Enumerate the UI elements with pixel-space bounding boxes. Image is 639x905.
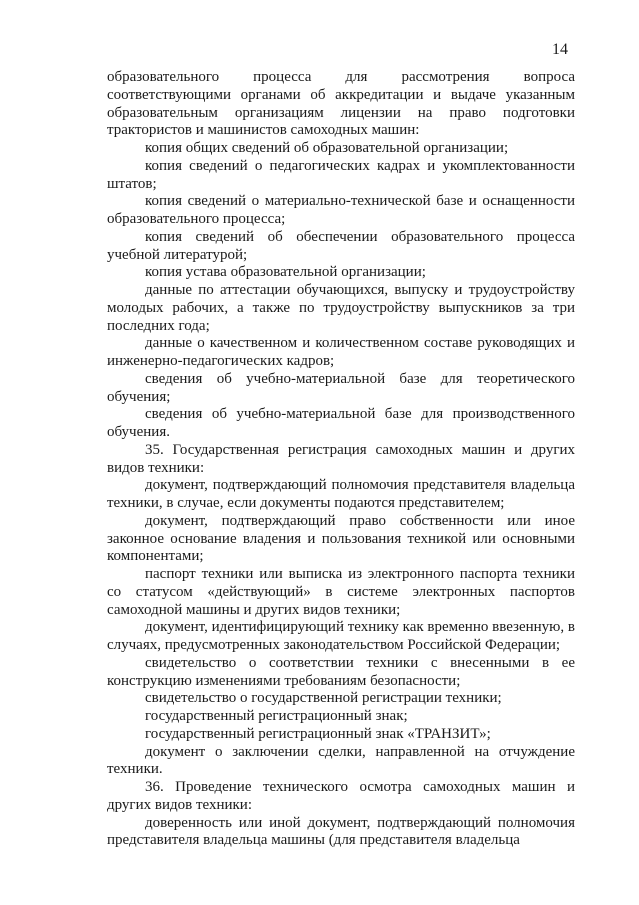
list-item: паспорт техники или выписка из электронного паспорта техники со статусом «действующий» в системе электронных паспортов самоходной машины и других видов техники;: [107, 566, 575, 618]
list-item: копия общих сведений об образовательной организации;: [145, 140, 509, 156]
list-item: сведения об учебно-материальной базе для производственного обучения.: [107, 406, 575, 440]
section-heading-35: 35. Государственная регистрация самоходных машин и других видов техники:: [107, 441, 575, 476]
list-item: документ о заключении сделки, направленной на отчуждение техники.: [107, 743, 575, 778]
page-number: 14: [552, 41, 568, 58]
list-item: сведения об учебно-материальной базе для теоретического обучения;: [107, 370, 575, 405]
list-item: документ, подтверждающий полномочия представителя владельца техники, в случае, если документы подаются представителем;: [107, 477, 575, 511]
list-item: документ, идентифицирующий технику как временно ввезенную, в случаях, предусмотренных законодательством Российской Федерации;: [107, 619, 575, 653]
list-item: доверенность или иной документ, подтверждающий полномочия представителя владельца машины (для представителя владельца: [107, 814, 575, 849]
document-body: [107, 69, 575, 850]
list-item: свидетельство о соответствии техники с внесенными в ее конструкцию изменениями требованиям безопасности;: [107, 654, 575, 689]
list-item: копия устава образовательной организации;: [145, 264, 426, 281]
list-item: данные о качественном и количественном составе руководящих и инженерно-педагогических кадров;: [107, 335, 575, 369]
list-item: копия сведений об обеспечении образовательного процесса учебной литературой;: [107, 228, 575, 263]
list-item: документ, подтверждающий право собственности или иное законное основание владения и пользования техникой или основными компонентами;: [107, 512, 575, 565]
list-item: государственный регистрационный знак «ТРАНЗИТ»;: [145, 725, 491, 742]
list-item: копия сведений о педагогических кадрах и укомплектованности штатов;: [107, 157, 575, 192]
list-item: государственный регистрационный знак;: [145, 708, 408, 724]
list-item: копия сведений о материально-технической базе и оснащенности образовательного процесса;: [107, 193, 575, 227]
list-item: свидетельство о государственной регистрации техники;: [145, 690, 502, 707]
section-heading-36: 36. Проведение технического осмотра самоходных машин и других видов техники:: [107, 779, 575, 813]
list-item: данные по аттестации обучающихся, выпуску и трудоустройству молодых рабочих, а также по трудоустройству выпускников за три последних года;: [107, 282, 575, 334]
paragraph-continuation: образовательного процесса для рассмотрения вопроса соответствующими органами об аккредитации и выдаче указанным образовательным организациям лицензии на право подготовки трактористов и машинистов самоходных машин:: [107, 69, 575, 139]
